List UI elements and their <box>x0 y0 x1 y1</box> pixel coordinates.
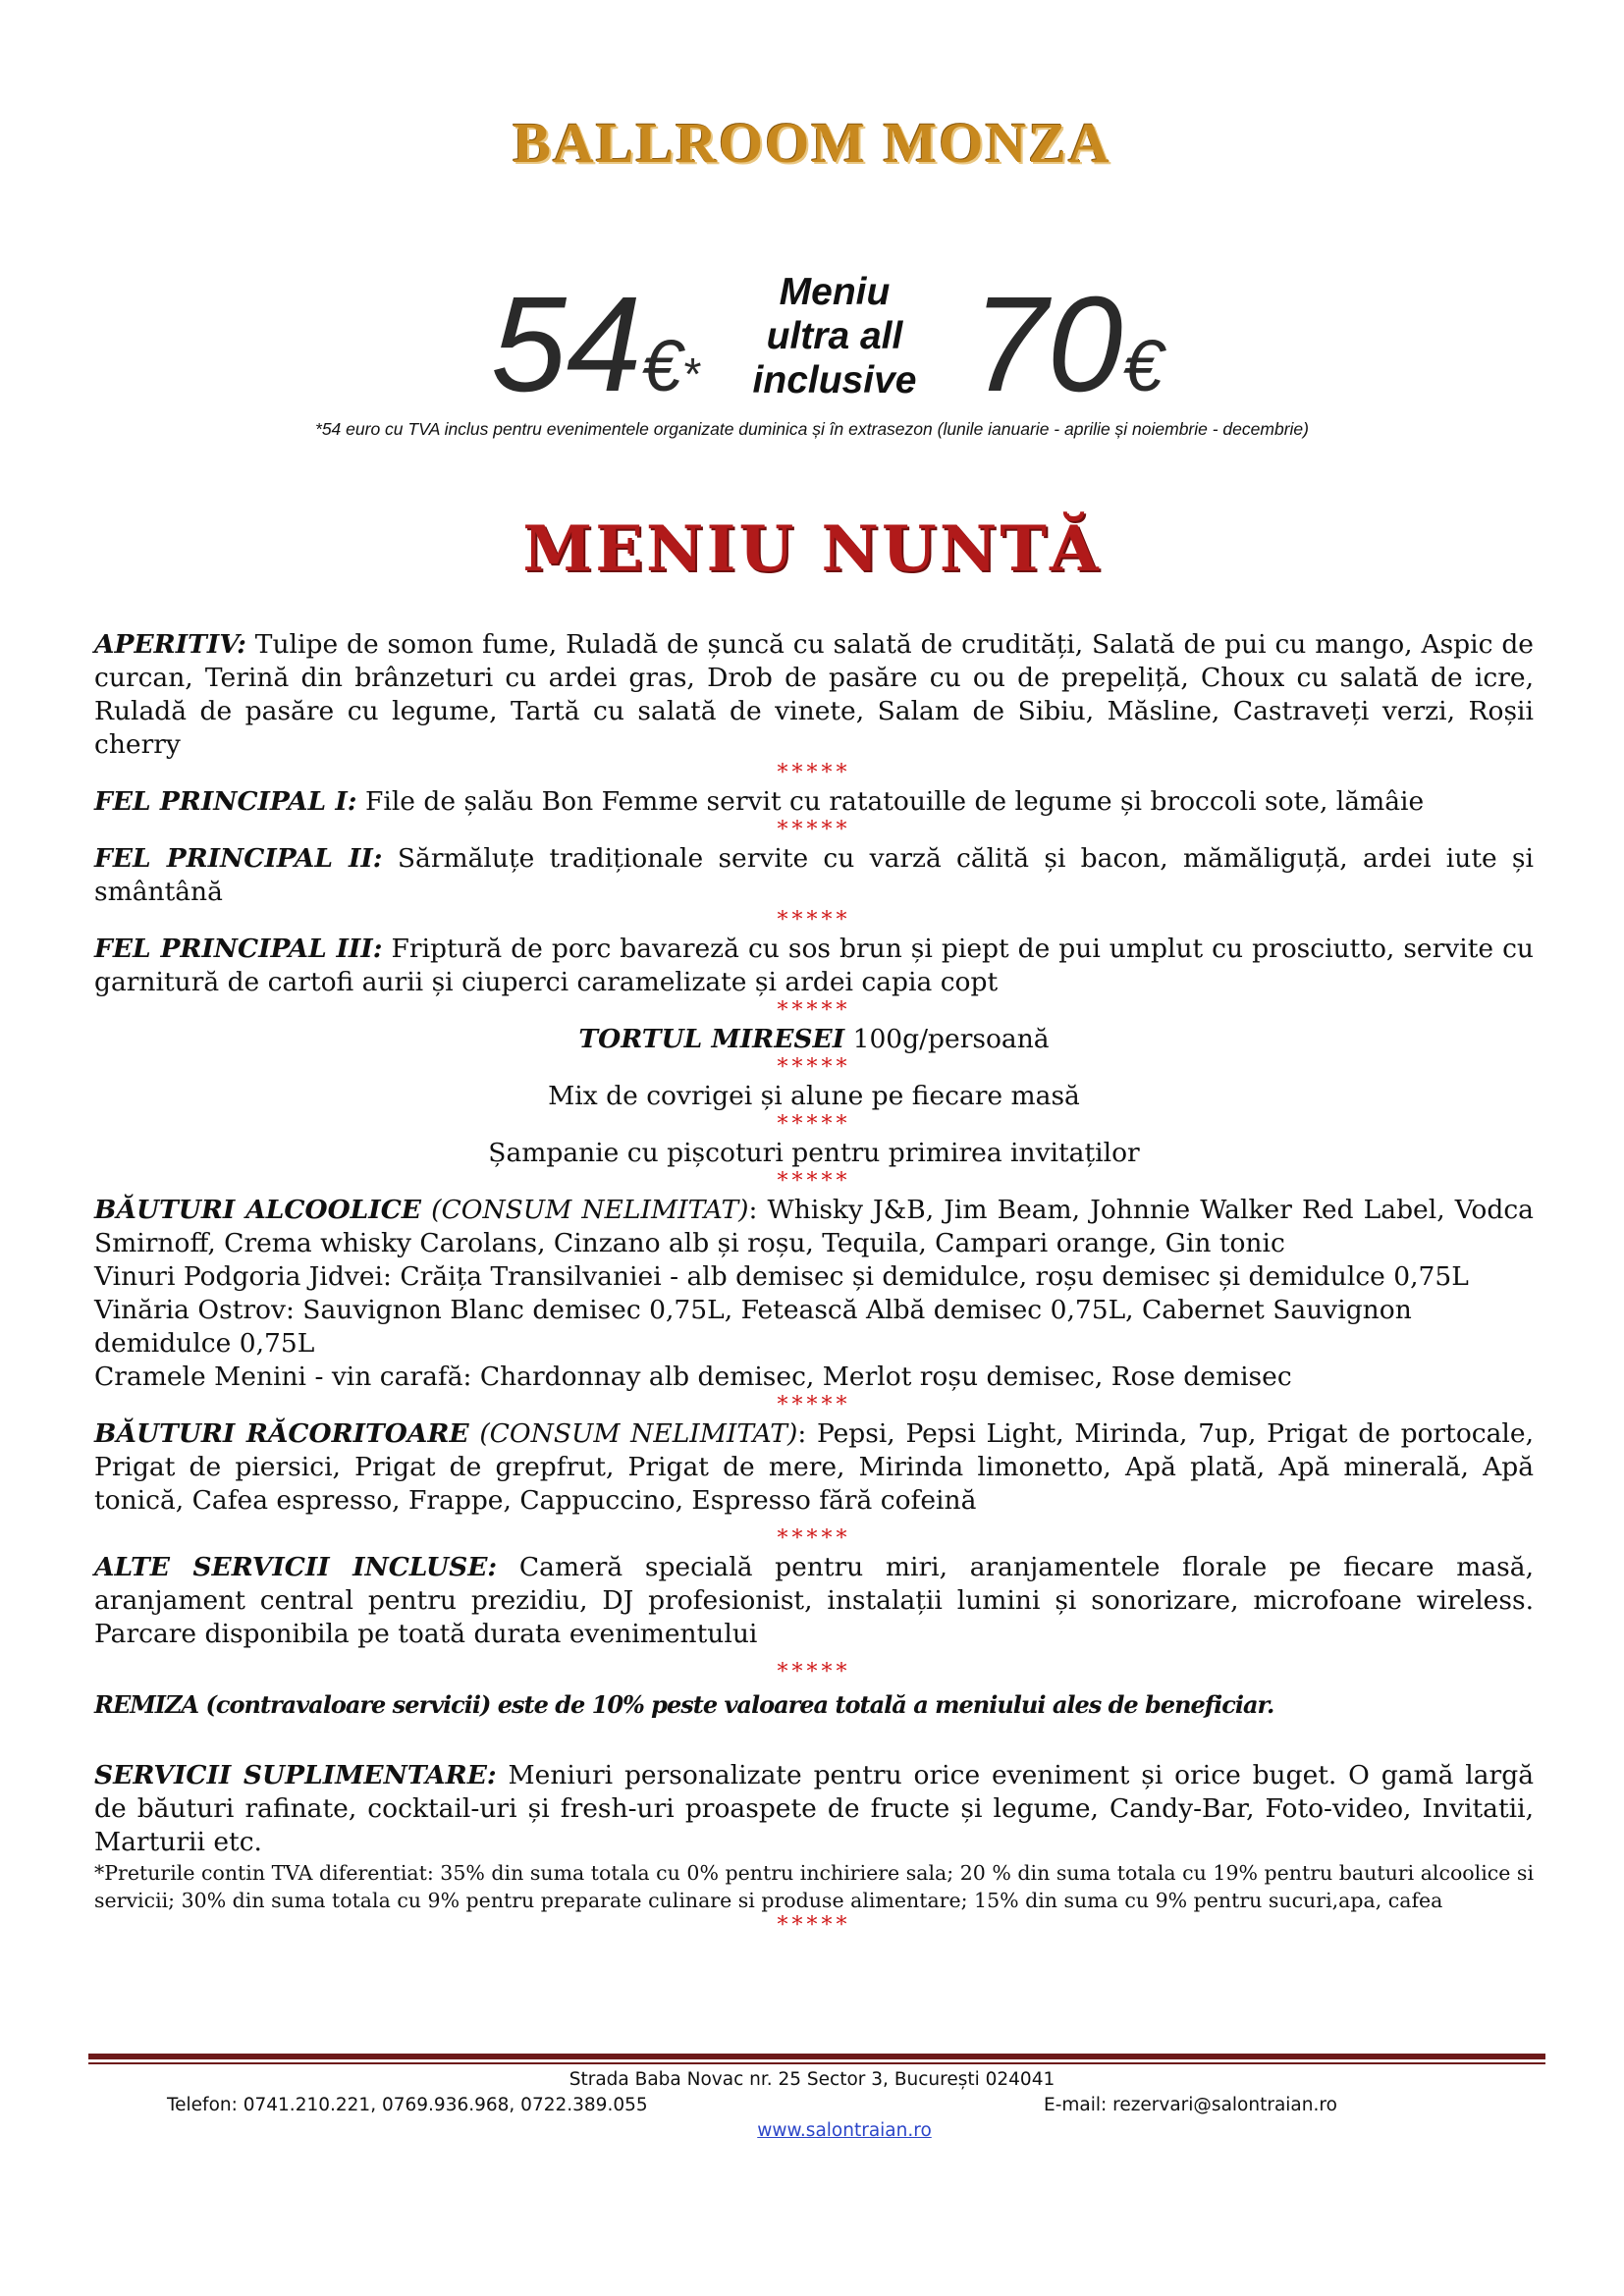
section-text: Friptură de porc bavareză cu sos brun și piept de pui umplut cu prosciutto, servite cu garnitură de cartofi aurii și ciuperci caramelizate și ardei capia copt <box>94 934 1534 997</box>
menu-label-line: Meniu <box>779 271 891 313</box>
separator: ***** <box>777 1660 851 1684</box>
section-fel-principal-2 <box>94 842 1534 909</box>
section-text: Sărmăluțe tradiționale servite cu varză călită și bacon, mămăliguță, ardei iute și smântână <box>94 843 1535 907</box>
section-label: APERITIV: <box>94 629 246 660</box>
section-label: BĂUTURI ALCOOLICE <box>94 1195 421 1225</box>
page-title: MENIU NUNTĂ <box>522 512 1102 586</box>
section-tort <box>94 1023 1534 1056</box>
section-text: File de șalău Bon Femme servit cu ratatouille de legume și broccoli sote, lămâie <box>364 786 1425 817</box>
menu-content <box>94 628 1534 1938</box>
price-low-currency: € <box>641 325 682 406</box>
section-bauturi-racoritoare <box>94 1417 1534 1518</box>
section-label: FEL PRINCIPAL I: <box>94 786 357 817</box>
section-servicii-suplimentare <box>94 1759 1534 1859</box>
section-fel-principal-1 <box>94 785 1534 819</box>
price-note: *54 euro cu TVA inclus pentru evenimentele organizate duminica și în extrasezon (lunile ianuarie - aprilie și noiembrie - decembrie) <box>315 419 1309 439</box>
footer-rule <box>88 2054 1545 2059</box>
section-mix: Mix de covrigei și alune pe fiecare masă <box>548 1081 1080 1111</box>
section-qualifier: (CONSUM NELIMITAT) <box>431 1195 749 1225</box>
menu-label-line: inclusive <box>752 359 917 401</box>
separator: ***** <box>777 1393 851 1417</box>
price-asterisk: * <box>681 348 700 400</box>
section-text: 100g/persoană <box>852 1024 1050 1054</box>
section-label: ALTE SERVICII INCLUSE: <box>94 1552 498 1582</box>
footer-website-link[interactable]: www.salontraian.ro <box>757 2120 932 2141</box>
section-label: BĂUTURI RĂCORITOARE <box>94 1418 469 1449</box>
price-low <box>491 269 700 434</box>
section-label: TORTUL MIRESEI <box>578 1024 845 1054</box>
wine-line: Cramele Menini - vin carafă: Chardonnay alb demisec, Merlot roșu demisec, Rose demisec <box>94 1362 1292 1392</box>
section-bauturi-alcoolice <box>94 1194 1534 1260</box>
wine-line: Vinăria Ostrov: Sauvignon Blanc demisec 0,75L, Fetească Albă demisec 0,75L, Cabernet Sauvignon demidulce 0,75L <box>94 1295 1412 1359</box>
price-high-currency: € <box>1122 325 1164 406</box>
price-low-value: 54 <box>491 269 642 420</box>
section-fel-principal-3 <box>94 933 1534 999</box>
menu-label <box>727 270 943 402</box>
section-text: : Pepsi, Pepsi Light, Mirinda, 7up, Prigat de portocale, Prigat de piersici, Prigat de grepfrut, Prigat de mere, Mirinda limonetto, Apă plată, Apă minerală, Apă tonică, Cafea espresso, Frappe, Cappuccino, Espresso fără cofeină <box>94 1418 1534 1516</box>
separator: ***** <box>777 1055 851 1080</box>
logo: BALLROOM MONZA <box>513 111 1111 175</box>
separator: ***** <box>777 1913 851 1938</box>
footer-rule-thin <box>88 2062 1545 2064</box>
price-high-value: 70 <box>972 269 1123 420</box>
section-text: Cameră specială pentru miri, aranjamentele florale pe fiecare masă, aranjament central pentru prezidiu, DJ profesionist, instalații lumini și sonorizare, microfoane wireless. Parcare disponibila pe toată durata evenimentului <box>94 1552 1534 1649</box>
separator: ***** <box>777 908 851 933</box>
separator: ***** <box>777 761 851 785</box>
separator: ***** <box>777 818 851 842</box>
wine-line: Vinuri Podgoria Jidvei: Crăița Transilvaniei - alb demisec și demidulce, roșu demisec și demidulce 0,75L <box>94 1261 1469 1292</box>
section-text: Meniuri personalizate pentru orice eveniment și orice buget. O gamă largă de băuturi rafinate, cocktail-uri și fresh-uri proaspete de fructe și legume, Candy-Bar, Foto-video, Invitatii, Marturii etc. <box>94 1760 1534 1857</box>
section-qualifier: (CONSUM NELIMITAT) <box>479 1418 798 1449</box>
section-sampanie: Șampanie cu pișcoturi pentru primirea invitaților <box>488 1138 1140 1168</box>
section-label: FEL PRINCIPAL III: <box>94 934 383 964</box>
section-aperitiv <box>94 628 1534 762</box>
section-text: Tulipe de somon fume, Ruladă de șuncă cu salată de crudități, Salată de pui cu mango, Aspic de curcan, Terină din brânzeturi cu ardei gras, Drob de pasăre cu ou de prepeliță, Choux cu salată de icre, Ruladă de pasăre cu legume, Tartă cu salată de vinete, Salam de Sibiu, Măsline, Castraveți verzi, Roșii cherry <box>94 629 1534 760</box>
section-alte-servicii <box>94 1551 1534 1651</box>
separator: ***** <box>777 1112 851 1137</box>
separator: ***** <box>777 1169 851 1194</box>
footer-address: Strada Baba Novac nr. 25 Sector 3, București 024041 <box>568 2069 1056 2090</box>
separator: ***** <box>777 1526 851 1551</box>
section-label: FEL PRINCIPAL II: <box>94 843 383 874</box>
remiza-note: REMIZA (contravaloare servicii) este de 10% peste valoarea totală a meniului ales de beneficiar. <box>94 1690 1274 1719</box>
footer-email: E-mail: rezervari@salontraian.ro <box>1044 2095 1337 2115</box>
separator: ***** <box>777 998 851 1023</box>
section-label: SERVICII SUPLIMENTARE: <box>94 1760 497 1790</box>
footer-phone: Telefon: 0741.210.221, 0769.936.968, 0722.389.055 <box>167 2095 648 2115</box>
tva-note: *Preturile contin TVA diferentiat: 35% din suma totala cu 0% pentru inchiriere sala; 20 % din suma totala cu 19% pentru bauturi alcoolice si servicii; 30% din suma totala cu 9% pentru preparate culinare si produse alimentare; 15% din suma cu 9% pentru sucuri,apa, cafea <box>94 1861 1534 1912</box>
price-high <box>972 269 1164 434</box>
menu-label-line: ultra all <box>766 315 903 357</box>
spacer <box>94 1722 1534 1759</box>
section-text: : Whisky J&B, Jim Beam, Johnnie Walker Red Label, Vodca Smirnoff, Crema whisky Carolans, Cinzano alb și roșu, Tequila, Campari orange, Gin tonic <box>94 1195 1534 1258</box>
